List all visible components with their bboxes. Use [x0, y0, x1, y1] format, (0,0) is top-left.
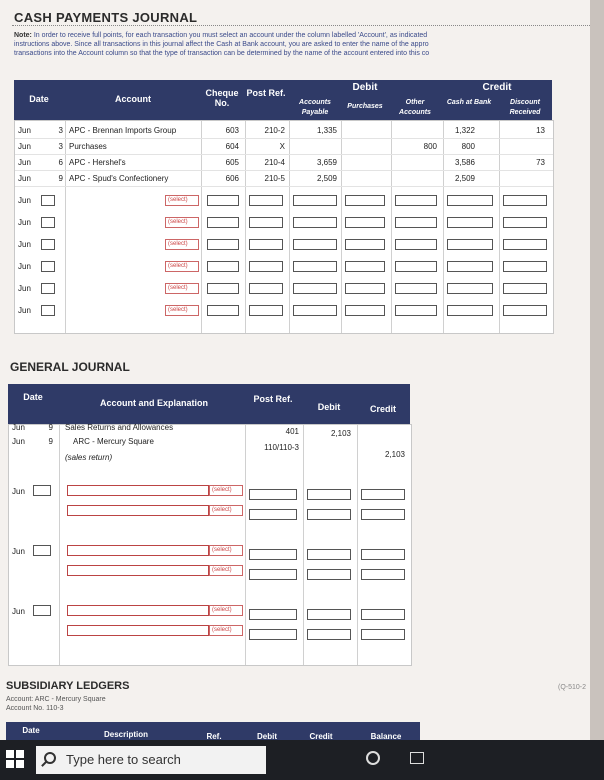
account-select[interactable]: (select) — [209, 545, 243, 556]
row-discount: 73 — [536, 158, 545, 167]
row-account: APC - Brennan Imports Group — [69, 126, 177, 135]
cheque-input[interactable] — [207, 261, 239, 272]
note-label: Note: — [14, 32, 32, 39]
row-month: Jun — [12, 487, 25, 496]
ledger-header-ref: Ref. — [206, 732, 222, 740]
other-input[interactable] — [395, 283, 437, 294]
cheque-input[interactable] — [207, 305, 239, 316]
credit-input[interactable] — [361, 489, 405, 500]
general-journal-table — [8, 424, 412, 666]
gj-entry-group — [9, 485, 411, 529]
row-account: Sales Returns and Allowances — [65, 423, 174, 432]
blank-entry-row — [15, 303, 553, 318]
row-account: Purchases — [69, 142, 107, 151]
purchases-input[interactable] — [345, 195, 385, 206]
note-line-2: instructions above. Since all transactions in this journal affect the Cash at Bank account, you are asked to enter the name of the appro — [14, 41, 429, 48]
table-row — [15, 155, 553, 171]
row-day: 9 — [48, 437, 53, 446]
row-credit: 2,103 — [384, 450, 405, 459]
debit-input[interactable] — [307, 549, 351, 560]
account-select[interactable]: (select) — [209, 625, 243, 636]
account-select[interactable]: (select) — [165, 195, 199, 206]
ap-input[interactable] — [293, 261, 337, 272]
row-cheque: 603 — [225, 126, 239, 135]
debit-input[interactable] — [307, 509, 351, 520]
table-row — [9, 450, 411, 465]
other-input[interactable] — [395, 195, 437, 206]
debit-input[interactable] — [307, 489, 351, 500]
header-credit: Credit — [482, 82, 512, 93]
account-select[interactable]: (select) — [209, 485, 243, 496]
ap-input[interactable] — [293, 239, 337, 250]
other-input[interactable] — [395, 217, 437, 228]
debit-input[interactable] — [307, 629, 351, 640]
day-input[interactable] — [33, 545, 51, 556]
day-input[interactable] — [41, 195, 55, 206]
row-month: Jun — [12, 423, 25, 432]
gj-entry-group — [9, 545, 411, 589]
blank-entry-row — [15, 237, 553, 252]
ledger-header — [6, 722, 420, 740]
account-select[interactable]: (select) — [165, 261, 199, 272]
cash-payments-title: CASH PAYMENTS JOURNAL — [14, 10, 198, 25]
gj-header-post-ref: Post Ref. — [253, 394, 293, 404]
row-cash: 2,509 — [454, 174, 475, 183]
gj-header-debit: Debit — [317, 402, 341, 412]
other-input[interactable] — [395, 305, 437, 316]
row-purchases: 800 — [423, 142, 437, 151]
row-cheque: 604 — [225, 142, 239, 151]
row-cheque: 606 — [225, 174, 239, 183]
credit-input[interactable] — [361, 509, 405, 520]
windows-start-icon[interactable] — [6, 750, 24, 768]
general-journal-title: GENERAL JOURNAL — [10, 360, 130, 374]
ref-input[interactable] — [249, 239, 283, 250]
ref-input[interactable] — [249, 509, 297, 520]
cash-input[interactable] — [447, 305, 493, 316]
cheque-input[interactable] — [207, 283, 239, 294]
subsidiary-ledgers-title: SUBSIDIARY LEDGERS — [6, 680, 130, 692]
header-cheque-no: Cheque No. — [205, 88, 239, 108]
row-month: Jun — [18, 142, 31, 151]
gj-header-date: Date — [23, 392, 43, 402]
row-month: Jun — [18, 174, 31, 183]
row-month: Jun — [18, 284, 31, 293]
blank-entry-row — [15, 281, 553, 296]
row-discount: 13 — [536, 126, 545, 135]
purchases-input[interactable] — [345, 261, 385, 272]
row-month: Jun — [18, 306, 31, 315]
row-day: 3 — [58, 142, 63, 151]
account-select[interactable]: (select) — [209, 565, 243, 576]
cortana-icon[interactable] — [366, 751, 380, 765]
general-journal-header — [8, 384, 410, 424]
ap-input[interactable] — [293, 305, 337, 316]
row-month: Jun — [18, 158, 31, 167]
header-account: Account — [115, 94, 151, 104]
debit-input[interactable] — [307, 569, 351, 580]
ledger-header-debit: Debit — [257, 732, 277, 740]
row-day: 3 — [58, 126, 63, 135]
other-input[interactable] — [395, 261, 437, 272]
credit-input[interactable] — [361, 569, 405, 580]
account-input[interactable] — [67, 565, 209, 576]
account-input[interactable] — [67, 485, 209, 496]
row-month: Jun — [18, 126, 31, 135]
row-explanation: (sales return) — [65, 453, 113, 462]
header-cash-at-bank: Cash at Bank — [446, 99, 492, 106]
header-debit: Debit — [352, 82, 378, 93]
ref-input[interactable] — [249, 629, 297, 640]
discount-input[interactable] — [503, 195, 547, 206]
discount-input[interactable] — [503, 261, 547, 272]
cash-input[interactable] — [447, 283, 493, 294]
gj-header-account: Account and Explanation — [99, 398, 208, 408]
blank-entry-row — [15, 215, 553, 230]
header-other-accounts: Other Accounts — [399, 99, 431, 116]
account-select[interactable]: (select) — [165, 283, 199, 294]
account-select[interactable]: (select) — [209, 505, 243, 516]
header-discount-received: Discount Received — [509, 99, 541, 116]
ledger-account-no: Account No. 110-3 — [6, 705, 64, 712]
ref-input[interactable] — [249, 195, 283, 206]
ref-input[interactable] — [249, 283, 283, 294]
ledger-header-credit: Credit — [309, 732, 333, 740]
question-ref: (Q-510-2 — [557, 684, 586, 691]
row-ap: 3,659 — [316, 158, 337, 167]
note-line-3: transactions into the Account column so that the type of transaction can be determined by the name of the account entered into this co — [14, 50, 430, 57]
blank-entry-row — [15, 193, 553, 208]
ap-input[interactable] — [293, 283, 337, 294]
table-row — [9, 420, 411, 438]
row-day: 9 — [58, 174, 63, 183]
row-cash: 1,322 — [454, 126, 475, 135]
purchases-input[interactable] — [345, 217, 385, 228]
purchases-input[interactable] — [345, 305, 385, 316]
cash-input[interactable] — [447, 239, 493, 250]
day-input[interactable] — [41, 283, 55, 294]
search-placeholder: Type here to search — [66, 752, 181, 767]
day-input[interactable] — [33, 485, 51, 496]
account-select[interactable]: (select) — [209, 605, 243, 616]
ref-input[interactable] — [249, 609, 297, 620]
purchases-input[interactable] — [345, 239, 385, 250]
instruction-note — [14, 31, 590, 58]
discount-input[interactable] — [503, 239, 547, 250]
ref-input[interactable] — [249, 569, 297, 580]
account-input[interactable] — [67, 505, 209, 516]
gj-entry-group — [9, 605, 411, 649]
row-day: 6 — [58, 158, 63, 167]
row-month: Jun — [12, 437, 25, 446]
day-input[interactable] — [33, 605, 51, 616]
task-view-icon[interactable] — [410, 752, 424, 764]
ledger-header-date: Date — [22, 726, 40, 735]
discount-input[interactable] — [503, 283, 547, 294]
account-select[interactable]: (select) — [165, 217, 199, 228]
ref-input[interactable] — [249, 489, 297, 500]
account-input[interactable] — [67, 625, 209, 636]
table-row — [15, 171, 553, 187]
discount-input[interactable] — [503, 217, 547, 228]
title-divider — [12, 25, 590, 26]
account-input[interactable] — [67, 605, 209, 616]
cheque-input[interactable] — [207, 217, 239, 228]
credit-input[interactable] — [361, 629, 405, 640]
credit-input[interactable] — [361, 549, 405, 560]
debit-input[interactable] — [307, 609, 351, 620]
ref-input[interactable] — [249, 549, 297, 560]
account-input[interactable] — [67, 545, 209, 556]
purchases-input[interactable] — [345, 283, 385, 294]
day-input[interactable] — [41, 217, 55, 228]
ref-input[interactable] — [249, 305, 283, 316]
cash-input[interactable] — [447, 261, 493, 272]
row-ref: 210-4 — [264, 158, 285, 167]
cash-payments-table — [14, 120, 554, 334]
discount-input[interactable] — [503, 305, 547, 316]
account-select[interactable]: (select) — [165, 239, 199, 250]
row-month: Jun — [12, 547, 25, 556]
windows-taskbar — [0, 740, 604, 780]
ap-input[interactable] — [293, 195, 337, 206]
day-input[interactable] — [41, 261, 55, 272]
row-account: ARC - Mercury Square — [73, 437, 154, 446]
taskbar-search-input[interactable] — [36, 746, 266, 774]
other-input[interactable] — [395, 239, 437, 250]
ledger-header-balance: Balance — [370, 732, 402, 740]
row-month: Jun — [18, 240, 31, 249]
row-cash: 3,586 — [454, 158, 475, 167]
cash-input[interactable] — [447, 195, 493, 206]
ap-input[interactable] — [293, 217, 337, 228]
ref-input[interactable] — [249, 261, 283, 272]
ref-input[interactable] — [249, 217, 283, 228]
row-cheque: 605 — [225, 158, 239, 167]
table-row — [15, 123, 553, 139]
row-ref: 401 — [285, 427, 299, 436]
blank-entry-row — [15, 259, 553, 274]
row-debit: 2,103 — [330, 429, 351, 438]
row-ref: X — [279, 142, 285, 151]
gj-header-credit: Credit — [369, 404, 396, 414]
row-account: APC - Spud's Confectionery — [69, 174, 169, 183]
table-row — [15, 139, 553, 155]
row-ref: 210-2 — [264, 126, 285, 135]
note-line-1: In order to receive full points, for each transaction you must select an account under the column labelled 'Account', as indicated — [33, 32, 428, 39]
ledger-account-line: Account: ARC - Mercury Square — [6, 696, 106, 703]
row-ap: 2,509 — [316, 174, 337, 183]
row-cash: 800 — [461, 142, 475, 151]
row-ref: 110/110-3 — [264, 443, 299, 452]
search-icon — [44, 752, 56, 764]
day-input[interactable] — [41, 305, 55, 316]
day-input[interactable] — [41, 239, 55, 250]
row-account: APC - Hershel's — [69, 158, 126, 167]
row-month: Jun — [12, 607, 25, 616]
ledger-header-description: Description — [103, 730, 148, 739]
header-accounts-payable: Accounts Payable — [299, 99, 331, 116]
row-month: Jun — [18, 196, 31, 205]
cheque-input[interactable] — [207, 239, 239, 250]
row-ref: 210-5 — [264, 174, 285, 183]
cash-input[interactable] — [447, 217, 493, 228]
credit-input[interactable] — [361, 609, 405, 620]
row-month: Jun — [18, 262, 31, 271]
row-ap: 1,335 — [316, 126, 337, 135]
header-post-ref: Post Ref. — [246, 88, 286, 98]
header-purchases: Purchases — [347, 103, 383, 110]
cheque-input[interactable] — [207, 195, 239, 206]
row-day: 9 — [48, 423, 53, 432]
cash-payments-header — [14, 80, 552, 120]
row-month: Jun — [18, 218, 31, 227]
account-select[interactable]: (select) — [165, 305, 199, 316]
header-date: Date — [29, 94, 49, 104]
